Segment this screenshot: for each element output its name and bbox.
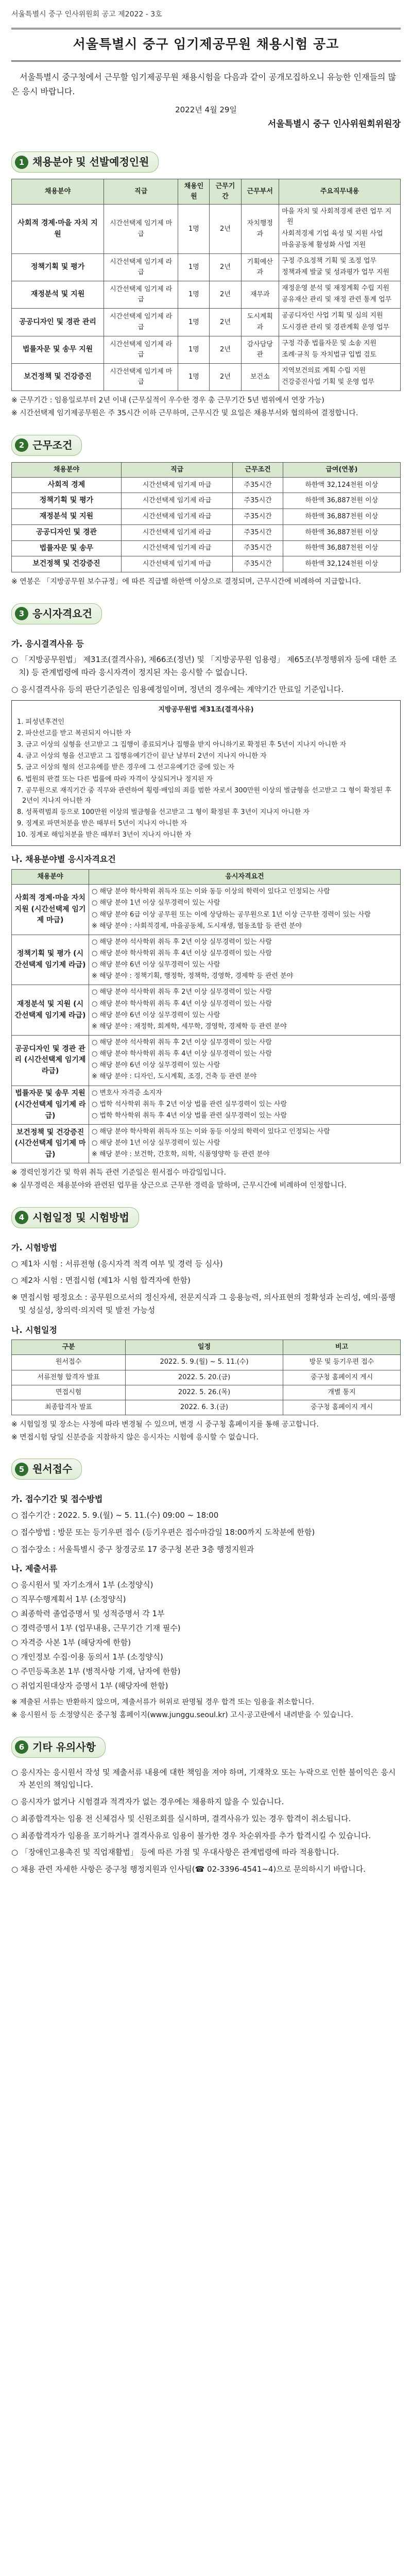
table-row (12, 253, 401, 281)
requirement-item: ○ 해당 분야 학사학위 취득 후 4년 이상 실무경력이 있는 사람 (92, 949, 272, 957)
requirement-cell (89, 1086, 401, 1124)
list-item: 5. 금고 이상의 형의 선고유예를 받은 경우에 그 선고유예기간 중에 있는 자 (17, 764, 235, 772)
duties-cell (279, 253, 401, 281)
table-row (12, 477, 401, 493)
section-3-number: 3 (15, 607, 28, 620)
pay-cell: 하한액 36,887천원 이상 (283, 509, 400, 525)
table-row (12, 556, 401, 572)
subsection-heading: 나. 채용분야별 응시자격요건 (11, 854, 116, 865)
paragraph: ○ 채용 관련 자세한 사항은 중구청 행정지원과 인사팀(☎ 02-3396-4541~4)으로 문의하시기 바랍니다. (11, 1865, 366, 1874)
duty-item: 사회적경제 기업 육성 및 지원 사업 (282, 229, 383, 238)
dept-cell: 도시계획과 (241, 309, 279, 336)
list-item: 7. 공무원으로 재직기간 중 직무와 관련하여 횡령·배임의 죄를 범한 자로서 300만원 이상의 벌금형을 선고받고 그 형이 확정된 후 2년이 지나지 아니한 자 (17, 786, 391, 805)
table-row (12, 1385, 401, 1400)
paragraph: ○ 제2차 시험 : 면접시험 (제1차 시험 합격자에 한함) (11, 1276, 191, 1285)
pay-cell: 하한액 36,887천원 이상 (283, 540, 400, 556)
table-row (12, 524, 401, 540)
requirement-item: ○ 해당 분야 6년 이상 실무경력이 있는 사람 (92, 961, 220, 969)
grade-cell: 시간선택제 임기제 라급 (121, 493, 232, 509)
requirement-cell (89, 985, 401, 1036)
section-2-notes (11, 577, 401, 588)
period-cell: 2년 (210, 309, 241, 336)
count-cell: 1명 (178, 281, 210, 309)
note-item: ※ 제출된 서류는 반환하지 않으며, 제출서류가 허위로 판명될 경우 합격 또는 임용을 취소합니다. (11, 1698, 314, 1707)
list-item: ○ 개인정보 수집·이용 동의서 1부 (소정양식) (11, 1652, 163, 1662)
duties-cell (279, 309, 401, 336)
section-3-heading (11, 603, 102, 624)
condition-cell: 주35시간 (233, 477, 283, 493)
note-item: ※ 시간선택제 임기제공무원은 주 35시간 이하 근무하며, 근무시간 및 요일은 채용부서와 협의하여 결정합니다. (11, 409, 358, 417)
grade-cell: 시간선택제 임기제 마급 (104, 205, 178, 254)
subsection-heading: 가. 접수기간 및 접수방법 (11, 1494, 103, 1504)
page-title: 서울특별시 중구 임기제공무원 채용시험 공고 (11, 28, 401, 62)
duty-item: 도시경관 관리 및 경관계획 운영 업무 (282, 323, 390, 331)
field-cell: 보건정책 및 건강증진 (12, 556, 122, 572)
duty-item: 마을공동체 활성화 사업 지원 (282, 241, 366, 249)
col-header: 일정 (126, 1340, 283, 1355)
requirement-item: ○ 해당 분야 6년 이상 실무경력이 있는 사람 (92, 1061, 220, 1070)
col-header: 근무부서 (241, 179, 279, 205)
dept-cell: 보건소 (241, 364, 279, 391)
col-header: 비고 (283, 1340, 401, 1355)
table-row (12, 1086, 401, 1124)
section-4-number: 4 (15, 1211, 28, 1224)
paragraph: ○ 접수방법 : 방문 또는 등기우편 접수 (등기우편은 접수마감일 18:00까지 도착분에 한함) (11, 1527, 315, 1537)
requirement-item: ○ 법학 학사학위 취득 후 4년 이상 법률 관련 실무경력이 있는 사람 (92, 1111, 287, 1120)
field-cell: 법률자문 및 송무 지원 (시간선택제 임기제 라급) (12, 1086, 89, 1124)
table-row (12, 1370, 401, 1385)
section-4-heading (11, 1207, 139, 1228)
section-5-title: 원서접수 (32, 1463, 73, 1476)
section-3-notes (11, 1167, 401, 1191)
remark-cell: 개별 통지 (283, 1385, 401, 1400)
step-cell: 면접시험 (12, 1385, 126, 1400)
col-header: 근무조건 (233, 462, 283, 477)
subsection-heading: 가. 응시결격사유 등 (11, 638, 84, 649)
grade-cell: 시간선택제 임기제 마급 (121, 556, 232, 572)
col-header: 직급 (104, 179, 178, 205)
section-1-number: 1 (15, 156, 28, 169)
requirement-item: ○ 해당 분야 6급 이상 공무원 또는 이에 상당하는 공무원으로 1년 이상 근무한 경력이 있는 사람 (92, 910, 371, 919)
duty-item: 조례·규칙 등 자치법규 입법 검토 (282, 350, 376, 359)
qualification-table-header (12, 870, 401, 885)
note-item: ※ 근무기간 : 임용일로부터 2년 이내 (근무실적이 우수한 경우 총 근무기간 5년 범위에서 연장 가능) (11, 396, 324, 405)
note-item: ※ 면접시험 당일 신분증을 지참하지 않은 응시자는 시험에 응시할 수 없습니다. (11, 1433, 259, 1442)
qualification-table (11, 869, 401, 1163)
count-cell: 1명 (178, 309, 210, 336)
col-header: 직급 (121, 462, 232, 477)
table-row (12, 493, 401, 509)
date-cell: 2022. 6. 3.(금) (126, 1400, 283, 1415)
duty-item: 지역보건의료 계획 수립 지원 (282, 367, 366, 375)
section-2-number: 2 (15, 438, 28, 452)
duty-item: 공공디자인 사업 기획 및 심의 지원 (282, 312, 383, 320)
period-cell: 2년 (210, 205, 241, 254)
requirement-item: ○ 법학 석사학위 취득 후 2년 이상 법률 관련 실무경력이 있는 사람 (92, 1100, 287, 1108)
date-cell: 2022. 5. 26.(목) (126, 1385, 283, 1400)
grade-cell: 시간선택제 임기제 라급 (104, 309, 178, 336)
field-cell: 정책기획 및 평가 (12, 493, 122, 509)
count-cell: 1명 (178, 205, 210, 254)
grade-cell: 시간선택제 임기제 라급 (121, 524, 232, 540)
section-5-number: 5 (15, 1463, 28, 1476)
field-cell: 보건정책 및 건강증진 (시간선택제 임기제 마급) (12, 1124, 89, 1163)
duty-item: 마을 자치 및 사회적경제 관련 업무 지원 (282, 208, 392, 226)
col-header: 급여(연봉) (283, 462, 400, 477)
table-row (12, 1355, 401, 1370)
note-item: ※ 실무경력은 채용분야와 관련된 업무를 상근으로 근무한 경력을 말하며, 근무시간에 비례하여 인정합니다. (11, 1181, 347, 1190)
paragraph: ○ 「장애인고용촉진 및 직업재활법」 등에 따른 가점 및 우대사항은 관계법령에 따라 적용합니다. (11, 1848, 339, 1857)
requirement-item: ※ 해당 분야 : 사회적경제, 마을공동체, 도시재생, 협동조합 등 관련 분야 (92, 922, 302, 930)
documents-list (11, 1579, 401, 1692)
table-row (12, 935, 401, 985)
list-item: 8. 성폭력범죄 등으로 100만원 이상의 벌금형을 선고받고 그 형이 확정된 후 3년이 지나지 아니한 자 (17, 808, 310, 816)
dept-cell: 감사담당관 (241, 336, 279, 363)
condition-cell: 주35시간 (233, 556, 283, 572)
col-header: 주요직무내용 (279, 179, 401, 205)
list-item: 2. 파산선고를 받고 복권되지 아니한 자 (17, 729, 131, 737)
requirement-item: ※ 해당 분야 : 디자인, 도시계획, 조경, 건축 등 관련 분야 (92, 1073, 257, 1081)
section-2-title: 근무조건 (32, 438, 73, 451)
list-item: 9. 징계로 파면처분을 받은 때부터 5년이 지나지 아니한 자 (17, 820, 187, 828)
table-row (12, 364, 401, 391)
field-cell: 재정분석 및 지원 (시간선택제 임기제 라급) (12, 985, 89, 1036)
dept-cell: 자치행정과 (241, 205, 279, 254)
col-header: 응시자격요건 (89, 870, 401, 885)
condition-cell: 주35시간 (233, 509, 283, 525)
table-row (12, 1400, 401, 1415)
requirement-item: ※ 해당 분야 : 보건학, 간호학, 의학, 식품영양학 등 관련 분야 (92, 1150, 270, 1159)
table-row (12, 1035, 401, 1086)
col-header: 구분 (12, 1340, 126, 1355)
note-item: ※ 경력인정기간 및 학위 취득 관련 기준일은 원서접수 마감일입니다. (11, 1168, 226, 1177)
subsection-heading: 나. 제출서류 (11, 1564, 57, 1574)
period-cell: 2년 (210, 336, 241, 363)
section-5-heading (11, 1459, 82, 1480)
notice-number: 서울특별시 중구 인사위원회 공고 제2022 - 3호 (11, 10, 162, 19)
pay-cell: 하한액 36,887천원 이상 (283, 524, 400, 540)
notice-date: 2022년 4월 29일 (175, 105, 237, 115)
duty-item: 재정운영 분석 및 재정계획 수립 지원 (282, 284, 390, 293)
requirement-item: ○ 변호사 자격증 소지자 (92, 1089, 162, 1097)
field-cell: 법률자문 및 송무 지원 (12, 336, 104, 363)
subsection-heading: 가. 시험방법 (11, 1242, 57, 1252)
paragraph: ○ 「지방공무원법」 제31조(결격사유), 제66조(정년) 및 「지방공무원 임용령」 제65조(부정행위자 등에 대한 조치) 등 관계법령에 따라 응시자격이 정지된 자는 응시할 수 없습니다. (11, 655, 397, 677)
period-cell: 2년 (210, 281, 241, 309)
section-6-heading (11, 1737, 106, 1758)
duties-cell (279, 281, 401, 309)
requirement-item: ※ 해당 분야 : 재정학, 회계학, 세무학, 경영학, 경제학 등 관련 분야 (92, 1022, 287, 1030)
list-item: ○ 주민등록초본 1부 (병적사항 기재, 남자에 한함) (11, 1667, 181, 1676)
list-item: ○ 자격증 사본 1부 (해당자에 한함) (11, 1638, 131, 1648)
table-row (12, 985, 401, 1036)
condition-cell: 주35시간 (233, 493, 283, 509)
disqualification-list (17, 717, 395, 841)
duty-item: 건강증진사업 기획 및 운영 업무 (282, 378, 374, 386)
duty-item: 구정 주요정책 기획 및 조정 업무 (282, 257, 376, 265)
list-item: ○ 직무수행계획서 1부 (소정양식) (11, 1595, 126, 1604)
count-cell: 1명 (178, 364, 210, 391)
field-cell: 공공디자인 및 경관 (12, 524, 122, 540)
note-item: ※ 시험일정 및 장소는 사정에 따라 변경될 수 있으며, 변경 시 중구청 홈페이지를 통해 공고합니다. (11, 1420, 319, 1429)
requirement-item: ○ 해당 분야 석사학위 취득 후 2년 이상 실무경력이 있는 사람 (92, 1038, 272, 1046)
grade-cell: 시간선택제 임기제 라급 (104, 336, 178, 363)
section-4-title: 시험일정 및 시험방법 (32, 1211, 129, 1224)
table-row (12, 885, 401, 935)
recruitment-table-header (12, 179, 401, 205)
field-cell: 공공디자인 및 경관 관리 (시간선택제 임기제 라급) (12, 1035, 89, 1086)
list-item: 10. 징계로 해임처분을 받은 때부터 3년이 지나지 아니한 자 (17, 831, 192, 839)
recruitment-table (11, 179, 401, 391)
requirement-item: ○ 해당 분야 학사학위 취득 후 4년 이상 실무경력이 있는 사람 (92, 999, 272, 1008)
table-row (12, 336, 401, 363)
field-cell: 정책기획 및 평가 (시간선택제 임기제 라급) (12, 935, 89, 985)
section-6-title: 기타 유의사항 (32, 1740, 96, 1753)
list-item: ○ 경력증명서 1부 (업무내용, 근무기간 기재 필수) (11, 1623, 181, 1633)
requirement-item: ※ 해당 분야 : 정책기획, 행정학, 정책학, 경영학, 경제학 등 관련 분야 (92, 972, 294, 980)
schedule-table-header (12, 1340, 401, 1355)
count-cell: 1명 (178, 253, 210, 281)
requirement-cell (89, 1035, 401, 1086)
pay-cell: 하한액 32,124천원 이상 (283, 477, 400, 493)
requirement-item: ○ 해당 분야 1년 이상 실무경력이 있는 사람 (92, 899, 220, 907)
pay-cell: 하한액 32,124천원 이상 (283, 556, 400, 572)
requirement-item: ○ 해당 분야 학사학위 취득자 또는 이와 동등 이상의 학력이 있다고 인정되는 사람 (92, 888, 330, 896)
field-cell: 사회적 경제·마을 자치 지원 (12, 205, 104, 254)
list-item: ○ 응시원서 및 자기소개서 1부 (소정양식) (11, 1580, 153, 1590)
remark-cell: 중구청 홈페이지 게시 (283, 1400, 401, 1415)
requirement-item: ○ 해당 분야 석사학위 취득 후 2년 이상 실무경력이 있는 사람 (92, 988, 272, 996)
field-cell: 공공디자인 및 경관 관리 (12, 309, 104, 336)
section-1-title: 채용분야 및 선발예정인원 (32, 156, 149, 168)
table-row (12, 540, 401, 556)
field-cell: 법률자문 및 송무 (12, 540, 122, 556)
pay-cell: 하한액 36,887천원 이상 (283, 493, 400, 509)
duties-cell (279, 205, 401, 254)
schedule-table (11, 1340, 401, 1415)
requirement-item: ○ 해당 분야 학사학위 취득자 또는 이와 동등 이상의 학력이 있다고 인정되는 사람 (92, 1127, 330, 1136)
dept-cell: 기획예산과 (241, 253, 279, 281)
requirement-cell (89, 1124, 401, 1163)
grade-cell: 시간선택제 임기제 마급 (121, 477, 232, 493)
condition-cell: 주35시간 (233, 540, 283, 556)
intro-text: 서울특별시 중구청에서 근무할 임기제공무원 채용시험을 다음과 같이 공개모집하오니 유능한 인재들의 많은 응시 바랍니다. (11, 72, 396, 97)
field-cell: 재정분석 및 지원 (12, 281, 104, 309)
note-item: ※ 연봉은 「지방공무원 보수규정」에 따른 직급별 하한액 이상으로 결정되며, 근무시간에 비례하여 지급합니다. (11, 577, 362, 586)
section-4-notes (11, 1419, 401, 1443)
dept-cell: 재무과 (241, 281, 279, 309)
remark-cell: 방문 및 등기우편 접수 (283, 1355, 401, 1370)
period-cell: 2년 (210, 364, 241, 391)
step-cell: 최종합격자 발표 (12, 1400, 126, 1415)
condition-cell: 주35시간 (233, 524, 283, 540)
box-title: 지방공무원법 제31조(결격사유) (158, 705, 254, 714)
list-item: 4. 금고 이상의 형을 선고받고 그 집행유예기간이 끝난 날부터 2년이 지나지 아니한 자 (17, 752, 267, 760)
field-cell: 정책기획 및 평가 (12, 253, 104, 281)
duty-item: 구정 각종 법률자문 및 소송 지원 (282, 339, 376, 347)
issuing-organization: 서울특별시 중구 인사위원회위원장 (267, 118, 401, 129)
table-row (12, 281, 401, 309)
period-cell: 2년 (210, 253, 241, 281)
requirement-item: ○ 해당 분야 1년 이상 실무경력이 있는 사람 (92, 1139, 220, 1147)
list-item: 3. 금고 이상의 실형을 선고받고 그 집행이 종료되거나 집행을 받지 아니하기로 확정된 후 5년이 지나지 아니한 자 (17, 741, 347, 749)
count-cell: 1명 (178, 336, 210, 363)
requirement-cell (89, 885, 401, 935)
list-item: ○ 취업지원대상자 증명서 1부 (해당자에 한함) (11, 1681, 168, 1691)
grade-cell: 시간선택제 임기제 마급 (104, 364, 178, 391)
grade-cell: 시간선택제 임기제 라급 (121, 509, 232, 525)
paragraph: ○ 접수기간 : 2022. 5. 9.(월) ~ 5. 11.(수) 09:00 ~ 18:00 (11, 1511, 219, 1520)
field-cell: 보건정책 및 건강증진 (12, 364, 104, 391)
conditions-table (11, 462, 401, 572)
section-6-number: 6 (15, 1740, 28, 1754)
section-5-notes (11, 1697, 401, 1721)
list-item: 6. 법원의 판결 또는 다른 법률에 따라 자격이 상실되거나 정지된 자 (17, 775, 213, 783)
field-cell: 사회적 경제·마을 자치 지원 (시간선택제 임기제 마급) (12, 885, 89, 935)
date-cell: 2022. 5. 9.(월) ~ 5. 11.(수) (126, 1355, 283, 1370)
table-row (12, 309, 401, 336)
paragraph: ○ 응시결격사유 등의 판단기준일은 임용예정일이며, 정년의 경우에는 계약기간 만료일 기준입니다. (11, 684, 344, 694)
grade-cell: 시간선택제 임기제 라급 (121, 540, 232, 556)
subsection-heading: 나. 시험일정 (11, 1325, 57, 1335)
paragraph: ○ 제1차 시험 : 서류전형 (응시자격 적격 여부 및 경력 등 심사) (11, 1259, 223, 1268)
table-row (12, 205, 401, 254)
field-cell: 사회적 경제 (12, 477, 122, 493)
step-cell: 원서접수 (12, 1355, 126, 1370)
grade-cell: 시간선택제 임기제 라급 (104, 253, 178, 281)
date-cell: 2022. 5. 20.(금) (126, 1370, 283, 1385)
section-1-heading (11, 151, 159, 173)
duty-item: 공유재산 관리 및 재정 관련 통계 업무 (282, 296, 392, 304)
list-item: 1. 피성년후견인 (17, 718, 64, 726)
grade-cell: 시간선택제 임기제 라급 (104, 281, 178, 309)
step-cell: 서류전형 합격자 발표 (12, 1370, 126, 1385)
paragraph: ※ 면접시험 평정요소 : 공무원으로서의 정신자세, 전문지식과 그 응용능력, 의사표현의 정확성과 논리성, 예의·품행 및 성실성, 창의력·의지력 및 발전 가능성 (11, 1293, 396, 1315)
paragraph: ○ 최종합격자가 임용을 포기하거나 결격사유로 임용이 불가한 경우 차순위자를 추가 합격시킬 수 있습니다. (11, 1831, 371, 1840)
duty-item: 정책과제 발굴 및 성과평가 업무 지원 (282, 268, 390, 277)
paragraph: ○ 접수장소 : 서울특별시 중구 창경궁로 17 중구청 본관 3층 행정지원과 (11, 1544, 254, 1554)
requirement-cell (89, 935, 401, 985)
duties-cell (279, 336, 401, 363)
duties-cell (279, 364, 401, 391)
list-item: ○ 최종학력 졸업증명서 및 성적증명서 각 1부 (11, 1609, 165, 1619)
paragraph: ○ 응시자가 없거나 시험결과 적격자가 없는 경우에는 채용하지 않을 수 있습니다. (11, 1797, 284, 1807)
col-header: 채용분야 (12, 870, 89, 885)
col-header: 채용분야 (12, 462, 122, 477)
requirement-item: ○ 해당 분야 6년 이상 실무경력이 있는 사람 (92, 1011, 220, 1019)
note-item: ※ 응시원서 등 소정양식은 중구청 홈페이지(www.junggu.seoul.kr) 고시·공고란에서 내려받을 수 있습니다. (11, 1710, 353, 1719)
paragraph: ○ 최종합격자는 임용 전 신체검사 및 신원조회를 실시하며, 결격사유가 있는 경우 합격이 취소됩니다. (11, 1814, 351, 1823)
section-1-notes (11, 395, 401, 419)
disqualification-box (11, 700, 401, 846)
col-header: 근무기간 (210, 179, 241, 205)
col-header: 채용분야 (12, 179, 104, 205)
section-2-heading (11, 435, 82, 456)
table-row (12, 1124, 401, 1163)
field-cell: 재정분석 및 지원 (12, 509, 122, 525)
requirement-item: ○ 해당 분야 학사학위 취득 후 4년 이상 실무경력이 있는 사람 (92, 1050, 272, 1058)
paragraph: ○ 응시자는 응시원서 작성 및 제출서류 내용에 대한 책임을 져야 하며, 기재착오 또는 누락으로 인한 불이익은 응시자 본인의 책임입니다. (11, 1767, 396, 1790)
conditions-table-header (12, 462, 401, 477)
col-header: 채용인원 (178, 179, 210, 205)
requirement-item: ○ 해당 분야 석사학위 취득 후 2년 이상 실무경력이 있는 사람 (92, 938, 272, 946)
remark-cell: 중구청 홈페이지 게시 (283, 1370, 401, 1385)
section-3-title: 응시자격요건 (32, 607, 92, 620)
table-row (12, 509, 401, 525)
